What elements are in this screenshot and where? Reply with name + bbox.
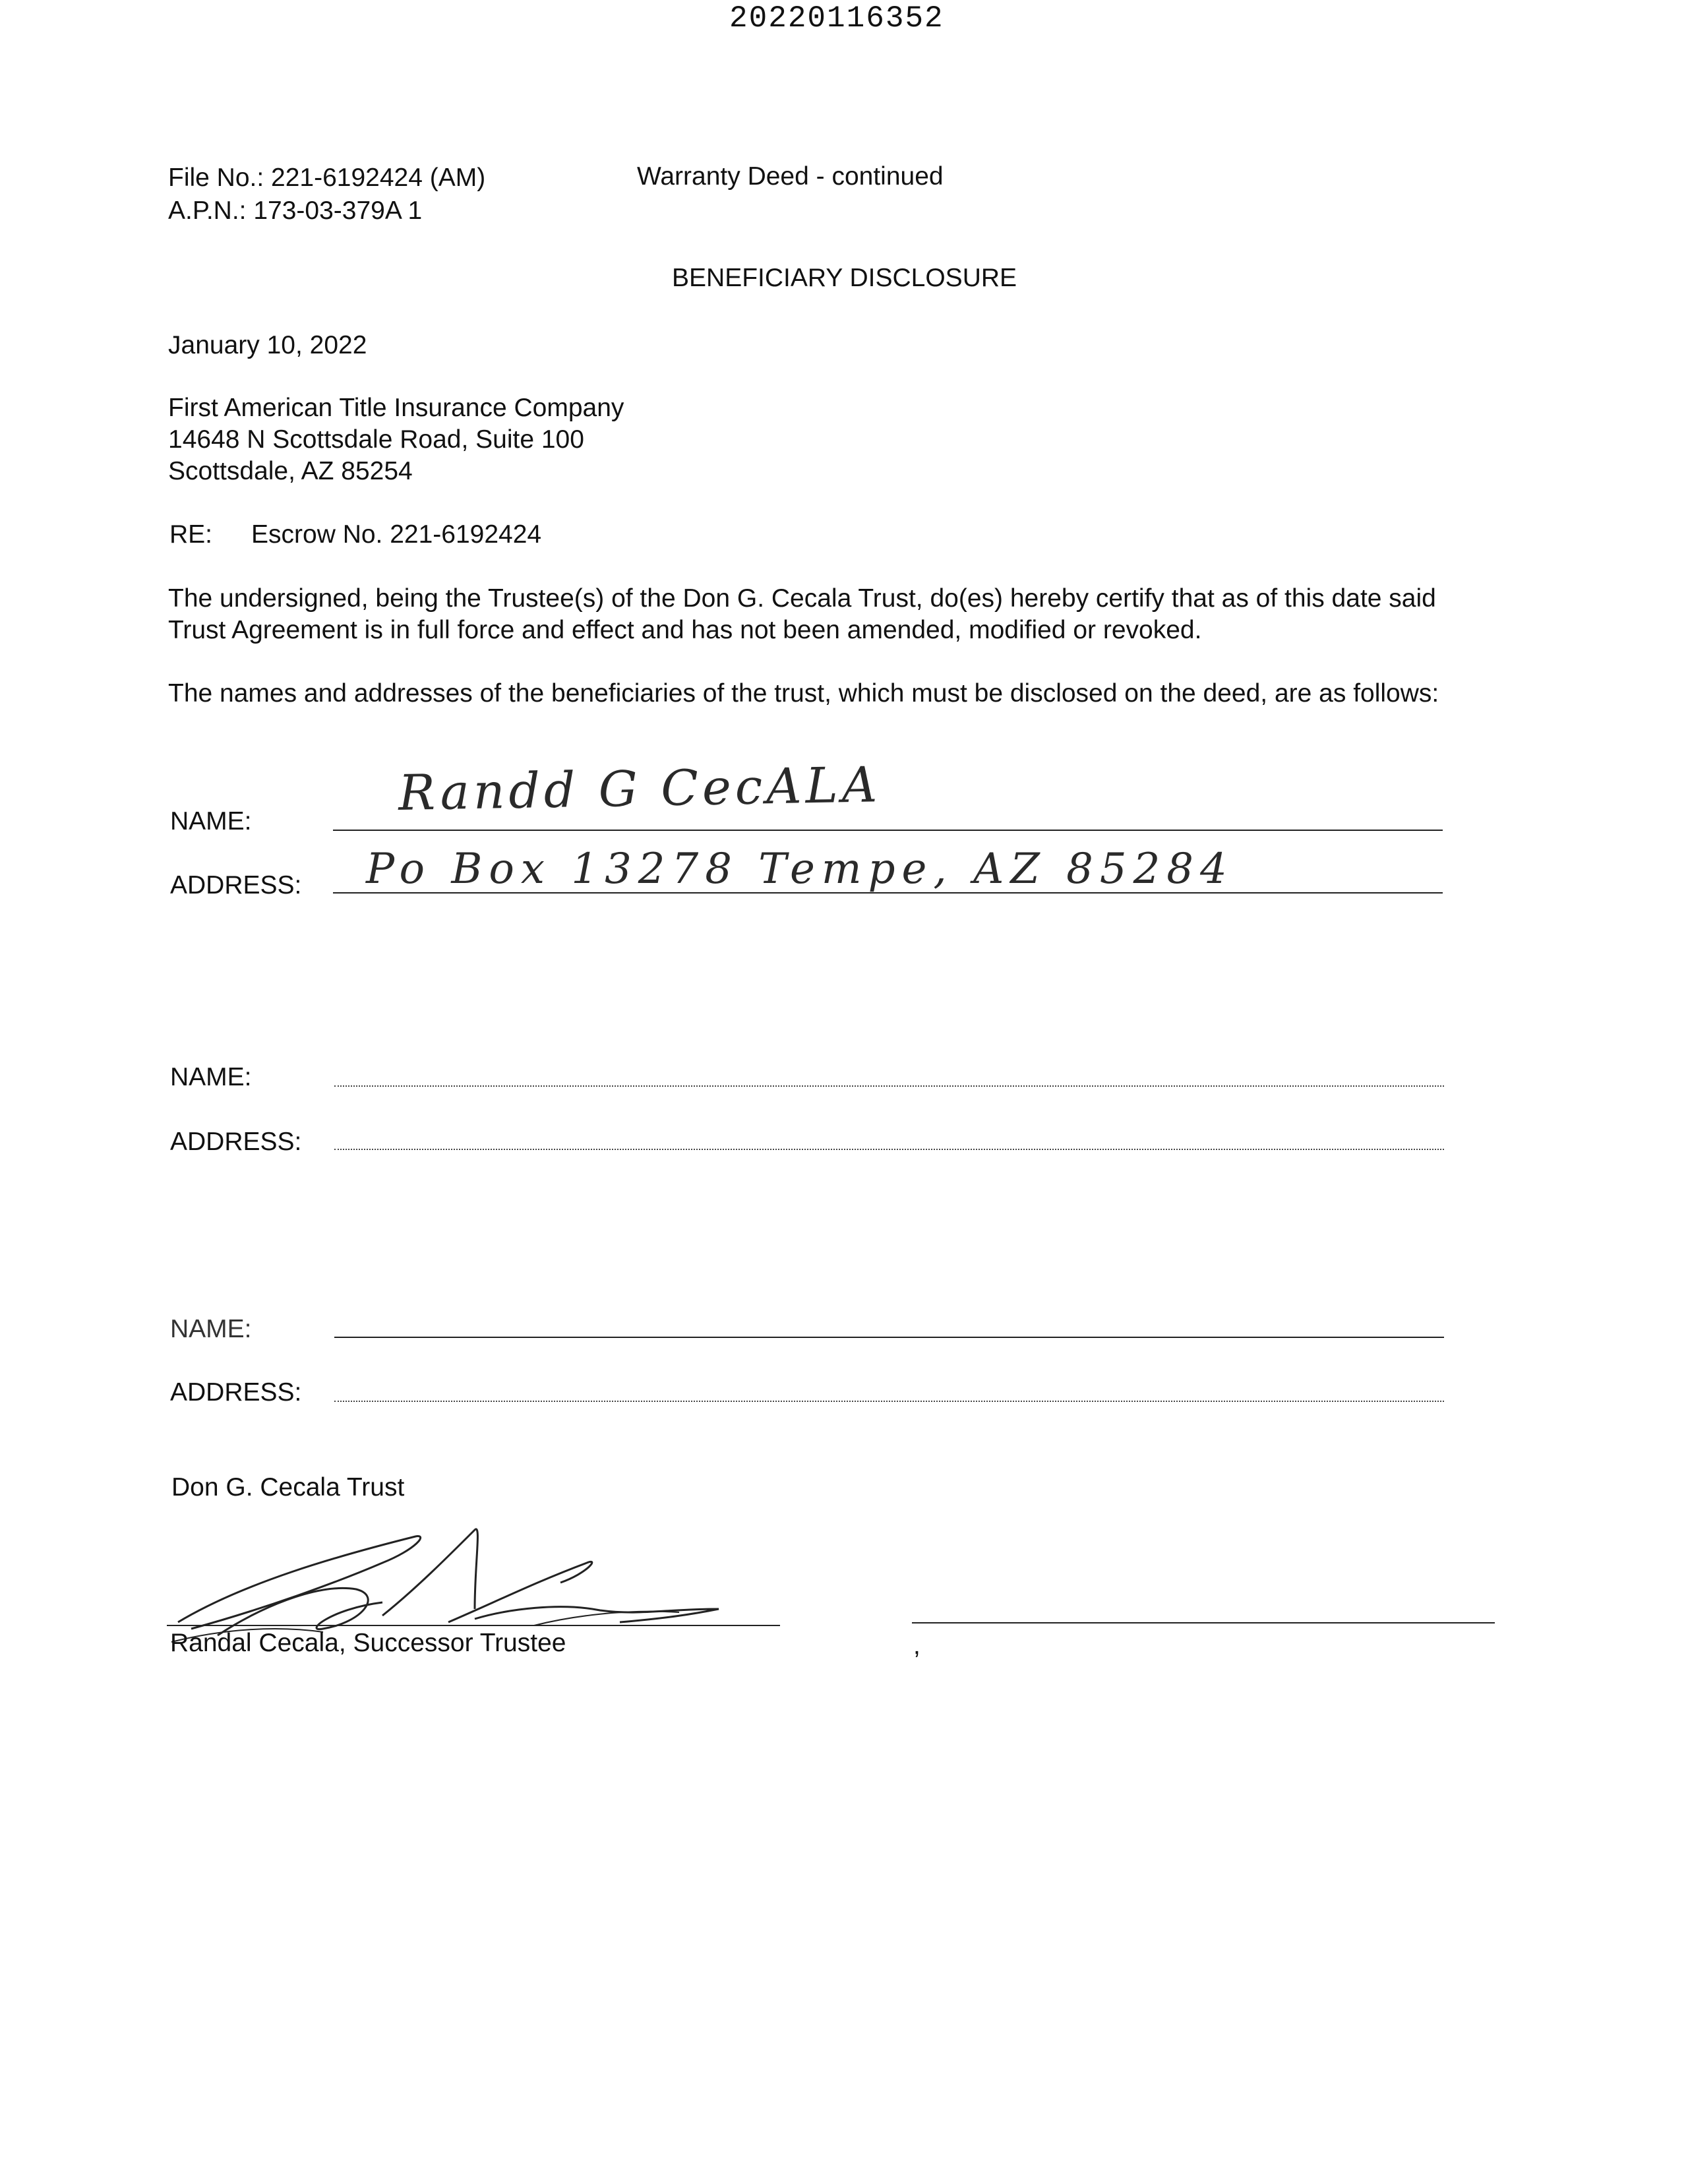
- address-label-3: ADDRESS:: [170, 1378, 302, 1407]
- name-label-1: NAME:: [170, 807, 252, 835]
- addressee-line-3: Scottsdale, AZ 85254: [168, 457, 413, 485]
- apn-number: A.P.N.: 173-03-379A 1: [168, 197, 423, 225]
- file-number: File No.: 221-6192424 (AM): [168, 164, 486, 192]
- name-line-2: [334, 1085, 1444, 1087]
- certification-line-1: The undersigned, being the Trustee(s) of the Don G. Cecala Trust, do(es) hereby certify that as of this date said: [168, 584, 1436, 613]
- document-title: Warranty Deed - continued: [637, 162, 944, 191]
- name-line-1: [333, 830, 1443, 831]
- certification-line-2: Trust Agreement is in full force and effect and has not been amended, modified or revoked.: [168, 616, 1202, 644]
- beneficiary-1-name-handwritten: Randd G CecALA: [398, 756, 882, 822]
- name-line-3: [334, 1337, 1444, 1338]
- addressee-line-1: First American Title Insurance Company: [168, 394, 624, 422]
- letter-date: January 10, 2022: [168, 331, 367, 359]
- escrow-number: Escrow No. 221-6192424: [251, 520, 542, 549]
- trust-name: Don G. Cecala Trust: [171, 1473, 405, 1502]
- name-label-3: NAME:: [170, 1315, 252, 1343]
- second-line-mark: ,: [913, 1631, 920, 1660]
- beneficiaries-intro: The names and addresses of the beneficiaries of the trust, which must be disclosed on the deed, are as follows:: [168, 679, 1439, 708]
- address-line-1: [333, 892, 1443, 894]
- second-signature-line: [912, 1622, 1495, 1623]
- addressee-line-2: 14648 N Scottsdale Road, Suite 100: [168, 425, 584, 454]
- name-label-2: NAME:: [170, 1063, 252, 1091]
- address-label-1: ADDRESS:: [170, 871, 302, 899]
- re-label: RE:: [169, 520, 213, 549]
- address-line-2: [334, 1149, 1444, 1150]
- recording-number: 20220116352: [729, 1, 944, 36]
- beneficiary-1-address-handwritten: Po Box 13278 Tempe, AZ 85284: [366, 845, 1234, 894]
- section-title: BENEFICIARY DISCLOSURE: [672, 264, 1017, 292]
- signature-line: [167, 1625, 780, 1626]
- address-label-2: ADDRESS:: [170, 1128, 302, 1156]
- signer-name: Randal Cecala, Successor Trustee: [170, 1629, 566, 1657]
- address-line-3: [334, 1401, 1444, 1402]
